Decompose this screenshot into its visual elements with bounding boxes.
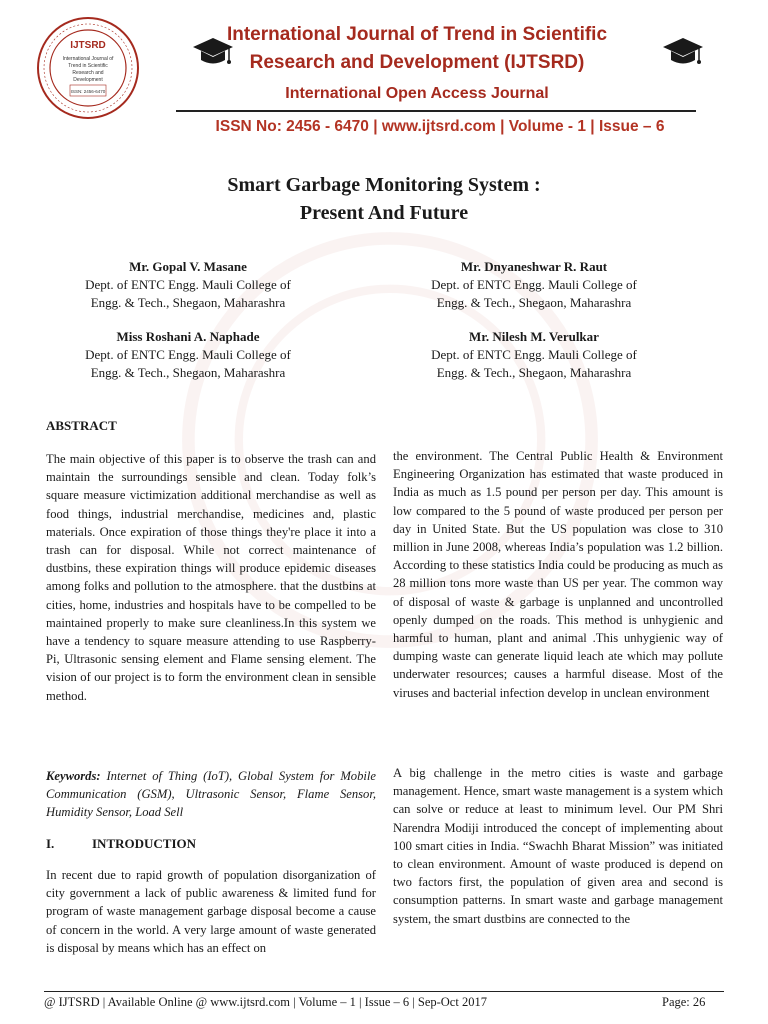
page-number: Page: 26 xyxy=(662,995,706,1009)
intro-paragraph: In recent due to rapid growth of population disorganization of city government a lack of public awareness & limited fund for program of waste management garbage disposal become a cause of concern in the world. A very large amount of waste generated is disposal by means which has an effect on xyxy=(46,868,376,955)
author-block xyxy=(384,258,684,312)
logo-line-2: Trend in Scientific xyxy=(68,63,108,69)
journal-logo-seal xyxy=(36,16,140,120)
footer-divider xyxy=(44,991,724,992)
paper-title xyxy=(84,171,684,227)
keywords-label: Keywords: xyxy=(46,769,101,783)
journal-title-line-1: International Journal of Trend in Scientific xyxy=(226,24,608,45)
logo-line-3: Research and xyxy=(72,70,104,76)
body-paragraph: the environment. The Central Public Health & Environment Engineering Organization has estimated that waste produced in India as much as 1.5 pound per person per day. This amount is low compared to the 5 pound of waste produced per person per day in United State. But the US population was close to 310 million in June 2008, whereas India’s population was 1.2 billion. According to these statistics India could be producing as much as 28 million tons more waste than US per year. The common way of disposal of waste & garbage is unplanned and uncontrolled openly dumped on the roads. This method is unhygienic and harmful to human, plant and animal .This unhygienic way of dumping waste can generate liquid leach ate which may pollute underwater resources; causes a harmful disease. Most of the viruses and bacterial infection develop in unclean environment xyxy=(393,449,723,700)
author-affiliation: Dept. of ENTC Engg. Mauli College of xyxy=(85,347,291,362)
author-block xyxy=(38,258,338,312)
logo-text: IJTSRD xyxy=(70,40,106,51)
author-name: Mr. Gopal V. Masane xyxy=(129,259,247,274)
paper-title-line-2: Present And Future xyxy=(299,202,469,224)
intro-heading xyxy=(46,836,196,852)
author-affiliation: Engg. & Tech., Shegaon, Maharashra xyxy=(436,295,632,310)
keywords-text: Internet of Thing (IoT), Global System for Mobile Communication (GSM), Ultrasonic Sensor, Flame Sensor, Humidity Sensor, Load Sell xyxy=(46,769,376,820)
author-name: Mr. Nilesh M. Verulkar xyxy=(469,329,599,344)
header-divider xyxy=(176,110,696,112)
abstract-heading: ABSTRACT xyxy=(46,418,117,433)
logo-line-1: International Journal of xyxy=(62,56,114,62)
author-name: Mr. Dnyaneshwar R. Raut xyxy=(460,259,608,274)
keywords xyxy=(46,767,376,822)
paper-title-line-1: Smart Garbage Monitoring System : xyxy=(227,174,541,196)
journal-title-line-2: Research and Development (IJTSRD) xyxy=(249,52,585,73)
section-number: I. xyxy=(46,836,55,851)
author-affiliation: Engg. & Tech., Shegaon, Maharashra xyxy=(436,365,632,380)
logo-issn: ISSN: 2456-6470 xyxy=(70,89,106,94)
author-block xyxy=(384,328,684,382)
author-affiliation: Dept. of ENTC Engg. Mauli College of xyxy=(431,277,637,292)
logo-line-4: Development xyxy=(73,77,103,83)
journal-subtitle: International Open Access Journal xyxy=(285,85,549,102)
author-affiliation: Dept. of ENTC Engg. Mauli College of xyxy=(431,347,637,362)
abstract-text: The main objective of this paper is to observe the trash can and maintain the surroundings sensible and clean. Today folk’s square measure victimization additional merchandise as well as food things, industrial merchandise, medicines and, plastic materials. Once expiration of those things they're place it into a trash can for disposal. While not correct maintenance of dustbins, these expiration things will produce epidemic diseases among folks and pollution to the atmosphere. that the dustbins at cities, home, industries and hospitals have to be compelled to be maintained properly to make sure cleanliness.In this system we have a tendency to square measure attending to use Raspberry-Pi, Ultrasonic sensing element and Flame sensing element. The vision of our project is to form the environment clean in sensible method. xyxy=(46,452,376,703)
footer-text: @ IJTSRD | Available Online @ www.ijtsrd.com | Volume – 1 | Issue – 6 | Sep-Oct 2017 xyxy=(44,995,487,1009)
issn-line: ISSN No: 2456 - 6470 | www.ijtsrd.com | Volume - 1 | Issue – 6 xyxy=(215,118,665,135)
author-name: Miss Roshani A. Naphade xyxy=(116,329,260,344)
section-title: INTRODUCTION xyxy=(92,836,197,851)
body-paragraph: A big challenge in the metro cities is waste and garbage management. Hence, smart waste management is a system which can solve or reduce at least to minimum level. Our PM Shri Narendra Modiji introduced the concept of implementing about 100 smart cities in India. “Swachh Bharat Mission” was initiated to clean environment. Amount of waste produced is depend on two factors first, the population of given area and second is consumption patterns. In smart waste and garbage management system, the smart dustbins are connected to the xyxy=(393,766,723,926)
author-affiliation: Engg. & Tech., Shegaon, Maharashra xyxy=(90,365,286,380)
author-block xyxy=(38,328,338,382)
author-affiliation: Dept. of ENTC Engg. Mauli College of xyxy=(85,277,291,292)
author-affiliation: Engg. & Tech., Shegaon, Maharashra xyxy=(90,295,286,310)
